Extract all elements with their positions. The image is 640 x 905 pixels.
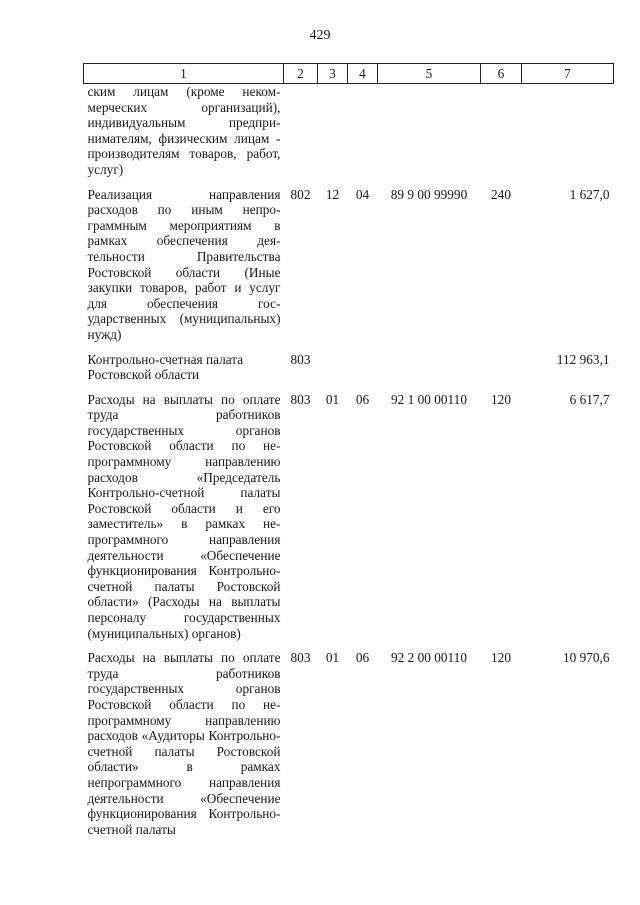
row-amount: 10 970,6 <box>562 650 610 666</box>
row-subsection-code: 06 <box>355 650 370 666</box>
row-amount: 1 627,0 <box>569 186 610 202</box>
row-amount: 112 963,1 <box>556 351 610 367</box>
column-header-1: 1 <box>84 64 284 84</box>
row-expense-type <box>481 352 522 392</box>
row-section-code: 01 <box>325 391 340 407</box>
row-section-code <box>318 84 348 187</box>
row-subsection-code: 04 <box>355 186 370 202</box>
column-header-6: 6 <box>481 64 522 84</box>
row-ministry-code <box>284 84 318 187</box>
row-section-code: 12 <box>325 186 340 202</box>
row-expense-type: 240 <box>491 186 511 202</box>
table-row <box>84 392 614 651</box>
row-target-article <box>378 352 481 392</box>
budget-table <box>83 63 614 837</box>
table-row <box>84 650 614 837</box>
row-description: Реализация направления расходов по иным непрограммным мероприятиям в рамках обеспечения деятельности Правительства Ростовской области (Иные закупки товаров, работ и услуг для обеспечения государственных (муниципальных) нужд) <box>87 186 281 342</box>
column-header-4: 4 <box>348 64 378 84</box>
row-description: Контрольно-счетная палата Ростовской области <box>87 351 244 383</box>
table-row <box>84 187 614 352</box>
row-section-code <box>318 352 348 392</box>
table-row <box>84 352 614 392</box>
row-target-article: 92 1 00 00110 <box>391 391 467 407</box>
column-header-7: 7 <box>522 64 614 84</box>
table-row <box>84 84 614 187</box>
row-subsection-code: 06 <box>355 391 370 407</box>
row-expense-type: 120 <box>491 391 511 407</box>
row-description: ским лицам (кроме некоммерческих организаций), индивидуальным предпринимателям, физическим лицам - производителям товаров, работ, услуг) <box>87 84 281 177</box>
row-section-code: 01 <box>325 650 340 666</box>
page-number: 429 <box>309 28 331 43</box>
table-header-row <box>84 64 614 84</box>
column-header-3: 3 <box>318 64 348 84</box>
column-header-2: 2 <box>284 64 318 84</box>
row-expense-type <box>481 84 522 187</box>
row-expense-type: 120 <box>491 650 511 666</box>
row-ministry-code: 803 <box>290 650 311 666</box>
row-ministry-code: 802 <box>290 186 311 202</box>
row-description: Расходы на выплаты по оплате труда работников государственных органов Ростовской области по непрограммному направлению расходов «Председатель Контрольно-счетной палаты Ростовской области и его заместитель» в рамках непрограммного направления деятельности «Обеспечение функционирования Контрольно-счетной палаты Ростовской области» (Расходы на выплаты персоналу государственных (муниципальных) органов) <box>87 391 281 641</box>
row-description: Расходы на выплаты по оплате труда работников государственных органов Ростовской области по непрограммному направлению расходов «Аудиторы Контрольно-счетной палаты Ростовской области» в рамках непрограммного направления деятельности «Обеспечение функционирования Контрольно-счетной палаты <box>87 650 281 837</box>
row-amount <box>522 84 614 187</box>
row-target-article: 89 9 00 99990 <box>390 186 468 202</box>
row-subsection-code <box>348 84 378 187</box>
row-ministry-code: 803 <box>290 391 311 407</box>
row-target-article: 92 2 00 00110 <box>391 650 467 666</box>
row-ministry-code: 803 <box>290 351 311 367</box>
column-header-5: 5 <box>378 64 481 84</box>
row-subsection-code <box>348 352 378 392</box>
row-target-article <box>378 84 481 187</box>
row-amount: 6 617,7 <box>569 391 610 407</box>
